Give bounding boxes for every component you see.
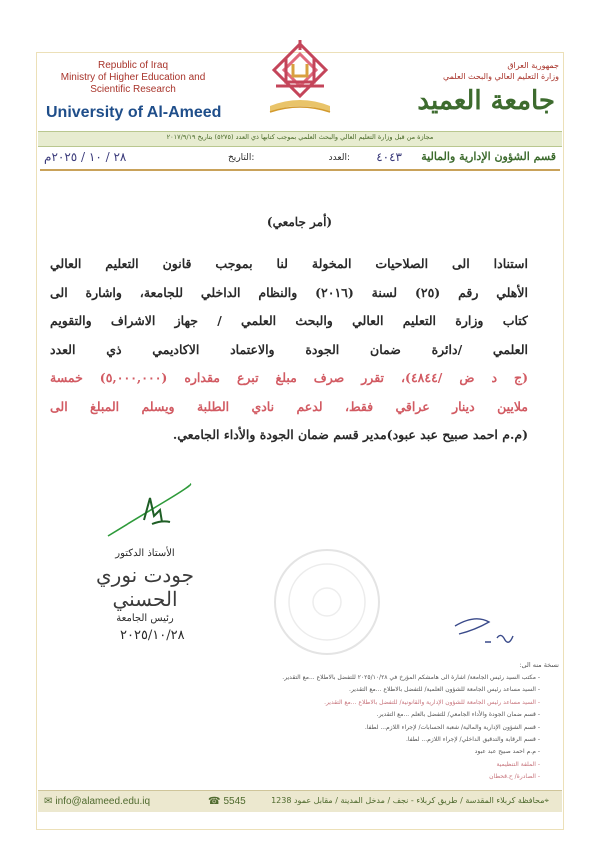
copies-header: نسخة منه الى: xyxy=(519,661,559,669)
university-logo-icon xyxy=(256,38,344,130)
location-pin-icon: ⌖ xyxy=(544,796,549,805)
president-role: رئيس الجامعة xyxy=(116,613,174,624)
body-line: الأهلي رقم (٢٥) لسنة (٢٠١٦) والنظام الداخلي للجامعة، واشارة الى xyxy=(50,284,528,300)
copies-list xyxy=(230,672,540,784)
header-ar-line: وزارة التعليم العالي والبحث العلمي xyxy=(443,72,559,81)
copy-item: - مكتب السيد رئيس الجامعة/ اشارة الى هامشكم المؤرخ في ٢٠٢٥/١٠/٢٨ للتفضل بالاطلاع ...مع التقدير. xyxy=(282,674,540,681)
body-line-highlight: (ج د ض /٤٨٤٤)، تقرر صرف مبلغ تبرع مقداره (٥,٠٠٠,٠٠٠) خمسة xyxy=(50,370,528,385)
header-english xyxy=(48,60,218,96)
phone-icon: ☎ xyxy=(208,796,221,807)
body-line: العلمي /دائرة ضمان الجودة والاعتماد الاكاديمي ذي العدد xyxy=(50,341,528,357)
footer-email-text: info@alameed.edu.iq xyxy=(55,796,151,807)
copy-item: - الصادرة/ ح.قحطان xyxy=(489,773,540,781)
body-line: كتاب وزارة التعليم العالي والبحث العلمي / جهاز الاشراف والتقويم xyxy=(50,313,528,328)
mail-icon: ✉ xyxy=(44,796,53,807)
body-line-highlight: ملايين دينار عراقي فقط، لدعم نادي الطلبة ويسلم المبلغ الى xyxy=(50,398,528,414)
date-label: التاريخ: xyxy=(228,153,255,163)
copy-item: - قسم الشؤون الإدارية والمالية/ شعبة الحسابات/ لإجراء اللازم... لطفا. xyxy=(364,723,540,731)
copy-item: - قسم ضمان الجودة والأداء الجامعي/ للتفضل بالعلم ...مع التقدير. xyxy=(376,711,540,719)
header-arabic xyxy=(389,60,559,82)
accreditation-band xyxy=(38,131,562,147)
university-name-en: University of Al-Ameed xyxy=(46,104,222,121)
number-label: العدد: xyxy=(328,153,350,163)
copy-item: - قسم الرقابة والتدقيق الداخلي/ لإجراء اللازم... لطفا. xyxy=(405,736,540,744)
footer-address xyxy=(271,796,552,806)
copy-item: - السيد مساعد رئيس الجامعة للشؤون العلمية/ للتفضل بالاطلاع ...مع التقدير. xyxy=(349,686,540,694)
order-body xyxy=(50,250,528,450)
number-value: ٤٠٤٣ xyxy=(376,150,402,164)
header-en-line: Ministry of Higher Education and xyxy=(60,72,206,83)
footer-address-text: محافظة كربلاء المقدسة / طريق كربلاء - نجف / مدخل المدينة / مقابل عمود 1238 xyxy=(271,796,545,805)
footer-email[interactable] xyxy=(44,796,150,807)
body-line: استنادا الى الصلاحيات المخولة لنا بموجب قانون التعليم العالي xyxy=(50,256,528,271)
president-title: الأستاذ الدكتور xyxy=(115,548,175,559)
header-en-line: Republic of Iraq xyxy=(97,60,169,71)
body-line: (م.م احمد صبيح عبد عبود)مدير قسم ضمان الجودة والأداء الجامعي. xyxy=(172,427,528,442)
date-value: ٢٨ / ١٠ / ٢٠٢٥م xyxy=(44,150,127,164)
document-meta-bar xyxy=(40,147,560,171)
president-name: جودت نوري الحسني xyxy=(96,563,194,611)
accreditation-text: مجازة من قبل وزارة التعليم العالي والبحث العلمي بموجب كتابها ذي العدد (٥٢٧٥) بتاريخ ٢٠١٧/٩/١٩ xyxy=(166,133,434,141)
footer-phone[interactable] xyxy=(208,796,246,807)
president-signature-block xyxy=(70,548,220,624)
handwritten-initials-icon xyxy=(445,612,535,652)
copy-item: - السيد مساعد رئيس الجامعة للشؤون الإدارية والقانونية/ للتفضل بالاطلاع ...مع التقدير. xyxy=(324,698,540,706)
copy-item: - الملفة التنظيمية xyxy=(496,760,540,768)
university-name-ar: جامعة العميد xyxy=(417,86,555,116)
order-title: (أمر جامعي) xyxy=(266,215,333,229)
department-name: قسم الشؤون الإدارية والمالية xyxy=(421,150,556,163)
header-ar-line: جمهورية العراق xyxy=(507,61,559,70)
footer-phone-text: 5545 xyxy=(223,796,246,807)
copy-item: - م.م احمد صبيح عبد عبود xyxy=(474,748,540,756)
footer-bar xyxy=(38,790,562,812)
green-signature-icon xyxy=(104,480,194,540)
president-signature-date: ٢٠٢٥/١٠/٢٨ xyxy=(120,628,185,643)
header-en-line: Scientific Research xyxy=(90,84,176,95)
university-stamp-icon xyxy=(270,545,385,660)
